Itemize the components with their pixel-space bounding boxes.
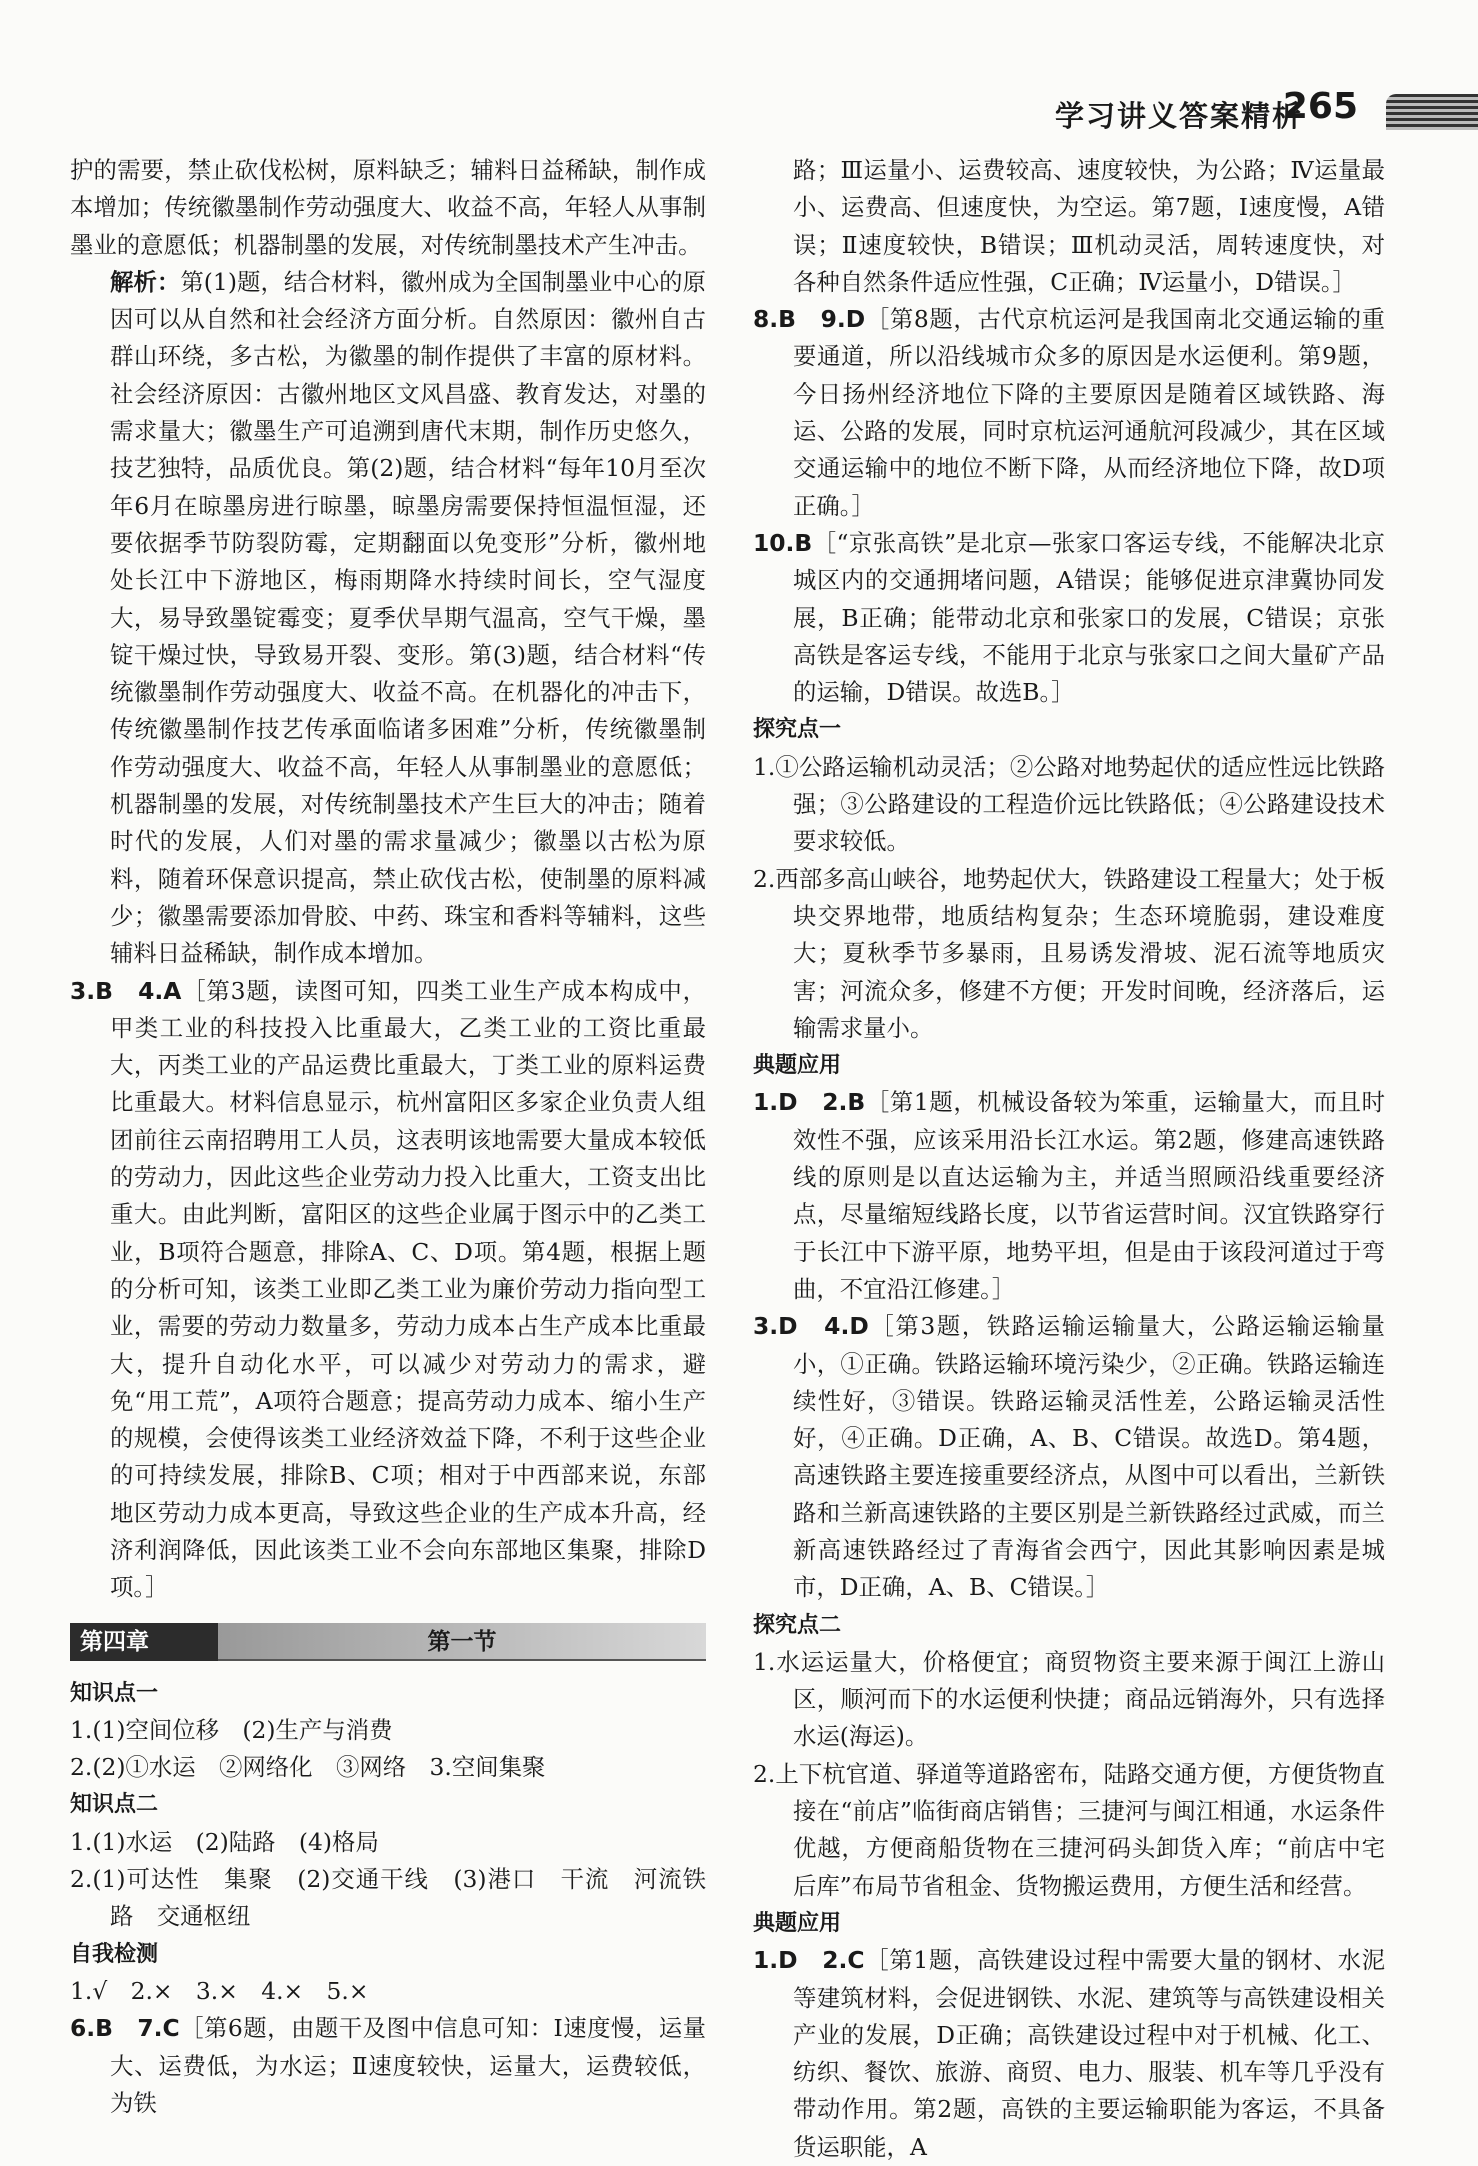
answer-line: 1.(1)空间位移 (2)生产与消费 [70, 1715, 393, 1744]
paragraph: 路；Ⅲ运量小、运费较高、速度较快，为公路；Ⅳ运量最小、运费高、但速度快，为空运。第7题，Ⅰ速度慢，A错误；Ⅱ速度较快，B错误；Ⅲ机动灵活，周转速度快，对各种自然条件适应性强，C正确；Ⅳ运量小，D错误。］ [793, 156, 1385, 296]
answer-10 [753, 525, 1385, 711]
answer-line: 1.√ 2.× 3.× 4.× 5.× [70, 1976, 369, 2005]
answer-1-2 [753, 1942, 1385, 2166]
answer-label: 8.B 9.D [753, 305, 866, 334]
section-title: 第一节 [218, 1623, 706, 1661]
analysis-label: 解析： [110, 267, 181, 296]
answer-text: ［第1题，机械设备较为笨重，运输量大，而且时效性不强，应该采用沿长江水运。第2题，修建高速铁路线的原则是以直达运输为主，并适当照顾沿线重要经济点，尽量缩短线路长度，以节省运营时间。汉宜铁路穿行于长江中下游平原，地势平坦，但是由于该段河道过于弯曲，不宜沿江修建。］ [793, 1088, 1385, 1303]
answer-label: 3.B 4.A [70, 976, 182, 1005]
answer-3-4 [70, 973, 706, 1607]
answer-text: ［“京张高铁”是北京—张家口客运专线，不能解决北京城区内的交通拥堵问题，A错误；能够促进京津冀协同发展，B正确；能带动北京和张家口的发展，C错误；京张高铁是客运专线，不能用于北京与张家口之间大量矿产品的运输，D错误。故选B。］ [793, 528, 1385, 707]
answer-label: 10.B [753, 528, 813, 557]
answer-3-4 [753, 1308, 1385, 1606]
chapter-bar [70, 1623, 706, 1661]
paragraph: 护的需要，禁止砍伐松树，原料缺乏；辅料日益稀缺，制作成本增加；传统徽墨制作劳动强度大、收益不高，年轻人从事制墨业的意愿低；机器制墨的发展，对传统制墨技术产生冲击。 [70, 156, 706, 259]
answer-text: ［第8题，古代京杭运河是我国南北交通运输的重要通道，所以沿线城市众多的原因是水运便利。第9题，今日扬州经济地位下降的主要原因是随着区域铁路、海运、公路的发展，同时京杭运河通航河段减少，其在区域交通运输中的地位不断下降，从而经济地位下降，故D项正确。］ [793, 305, 1385, 520]
answer-line: 1.①公路运输机动灵活；②公路对地势起伏的适应性远比铁路强；③公路建设的工程造价远比铁路低；④公路建设技术要求较低。 [753, 752, 1385, 856]
section-heading: 探究点二 [753, 1612, 842, 1638]
page-header [0, 88, 1478, 132]
answer-8-9 [753, 301, 1385, 525]
header-decoration [1386, 94, 1478, 130]
answer-label: 1.D 2.C [753, 1946, 865, 1975]
left-column [70, 152, 706, 2122]
answer-line: 2.(2)①水运 ②网络化 ③网络 3.空间集聚 [70, 1753, 546, 1782]
answer-label: 6.B 7.C [70, 2014, 180, 2043]
chapter-title: 第四章 [70, 1623, 218, 1661]
section-heading: 知识点一 [70, 1680, 159, 1706]
answer-text: ［第1题，高铁建设过程中需要大量的钢材、水泥等建筑材料，会促进钢铁、水泥、建筑等与高铁建设相关产业的发展，D正确；高铁建设过程中对于机械、化工、纺织、餐饮、旅游、商贸、电力、服装、机车等几乎没有带动作用。第2题，高铁的主要运输职能为客运，不具备货运职能，A [793, 1946, 1386, 2161]
answer-line: 2.(1)可达性 集聚 (2)交通干线 (3)港口 干流 河流铁路 交通枢纽 [70, 1865, 706, 1931]
answer-line: 2.西部多高山峡谷，地势起伏大，铁路建设工程量大；处于板块交界地带，地质结构复杂；生态环境脆弱，建设难度大；夏秋季节多暴雨，且易诱发滑坡、泥石流等地质灾害；河流众多，修建不方便；开发时间晚，经济落后，运输需求量小。 [753, 864, 1385, 1042]
analysis-paragraph [70, 264, 706, 973]
page-number: 265 [1282, 86, 1358, 127]
answer-label: 1.D 2.B [753, 1088, 866, 1117]
answer-line: 1.(1)水运 (2)陆路 (4)格局 [70, 1827, 379, 1856]
section-heading: 知识点二 [70, 1792, 159, 1818]
answer-6-7 [70, 2010, 706, 2122]
section-heading: 探究点一 [753, 717, 842, 743]
answer-label: 3.D 4.D [753, 1312, 869, 1341]
section-heading: 自我检测 [70, 1941, 159, 1967]
section-heading: 典题应用 [753, 1910, 842, 1936]
answer-line: 1.水运运量大，价格便宜；商贸物资主要来源于闽江上游山区，顺河而下的水运便利快捷；商品远销海外，只有选择水运(海运)。 [753, 1647, 1385, 1751]
answer-text: ［第6题，由题干及图中信息可知：Ⅰ速度慢，运量大、运费低，为水运；Ⅱ速度较快，运量大，运费较低，为铁 [110, 2014, 706, 2117]
answer-text: ［第3题，铁路运输运输量大，公路运输运输量小，①正确。铁路运输环境污染少，②正确。铁路运输连续性好，③错误。铁路运输灵活性差，公路运输灵活性好，④正确。D正确，A、B、C错误。故选D。第4题，高速铁路主要连接重要经济点，从图中可以看出，兰新铁路和兰新高速铁路的主要区别是兰新铁路经过武威，而兰新高速铁路经过了青海省会西宁，因此其影响因素是城市，D正确，A、B、C错误。］ [793, 1312, 1385, 1602]
right-column [753, 152, 1385, 2166]
answer-line: 2.上下杭官道、驿道等道路密布，陆路交通方便，方便货物直接在“前店”临街商店销售；三捷河与闽江相通，水运条件优越，方便商船货物在三捷河码头卸货入库；“前店中宅后库”布局节省租金、货物搬运费用，方便生活和经营。 [753, 1759, 1385, 1900]
analysis-text: 第(1)题，结合材料，徽州成为全国制墨业中心的原因可以从自然和社会经济方面分析。自然原因：徽州自古群山环绕，多古松，为徽墨的制作提供了丰富的原材料。社会经济原因：古徽州地区文风昌盛、教育发达，对墨的需求量大；徽墨生产可追溯到唐代末期，制作历史悠久，技艺独特，品质优良。第(2)题，结合材料“每年10月至次年6月在晾墨房进行晾墨，晾墨房需要保持恒温恒湿，还要依据季节防裂防霉，定期翻面以免变形”分析，徽州地处长江中下游地区，梅雨期降水持续时间长，空气湿度大，易导致墨锭霉变；夏季伏旱期气温高，空气干燥，墨锭干燥过快，导致易开裂、变形。第(3)题，结合材料“传统徽墨制作劳动强度大、收益不高。在机器化的冲击下，传统徽墨制作技艺传承面临诸多困难”分析，传统徽墨制作劳动强度大、收益不高，年轻人从事制墨业的意愿低；机器制墨的发展，对传统制墨技术产生巨大的冲击；随着时代的发展，人们对墨的需求量减少；徽墨以古松为原料，随着环保意识提高，禁止砍伐古松，使制墨的原料减少；徽墨需要添加骨胶、中药、珠宝和香料等辅料，这些辅料日益稀缺，制作成本增加。 [110, 267, 706, 968]
answer-1-2 [753, 1084, 1385, 1308]
answer-text: ［第3题，读图可知，四类工业生产成本构成中，甲类工业的科技投入比重最大，乙类工业的工资比重最大，丙类工业的产品运费比重最大，丁类工业的原料运费比重最大。材料信息显示，杭州富阳区多家企业负责人组团前往云南招聘用工人员，这表明该地需要大量成本较低的劳动力，因此这些企业劳动力投入比重大，工资支出比重大。由此判断，富阳区的这些企业属于图示中的乙类工业，B项符合题意，排除A、C、D项。第4题，根据上题的分析可知，该类工业即乙类工业为廉价劳动力指向型工业，需要的劳动力数量多，劳动力成本占生产成本比重最大，提升自动化水平，可以减少对劳动力的需求，避免“用工荒”，A项符合题意；提高劳动力成本、缩小生产的规模，会使得该类工业经济效益下降，不利于这些企业的可持续发展，排除B、C项；相对于中西部来说，东部地区劳动力成本更高，导致这些企业的生产成本升高，经济利润降低，因此该类工业不会向东部地区集聚，排除D项。］ [110, 976, 706, 1602]
header-title: 学习讲义答案精析 [1054, 99, 1303, 133]
section-heading: 典题应用 [753, 1053, 842, 1079]
